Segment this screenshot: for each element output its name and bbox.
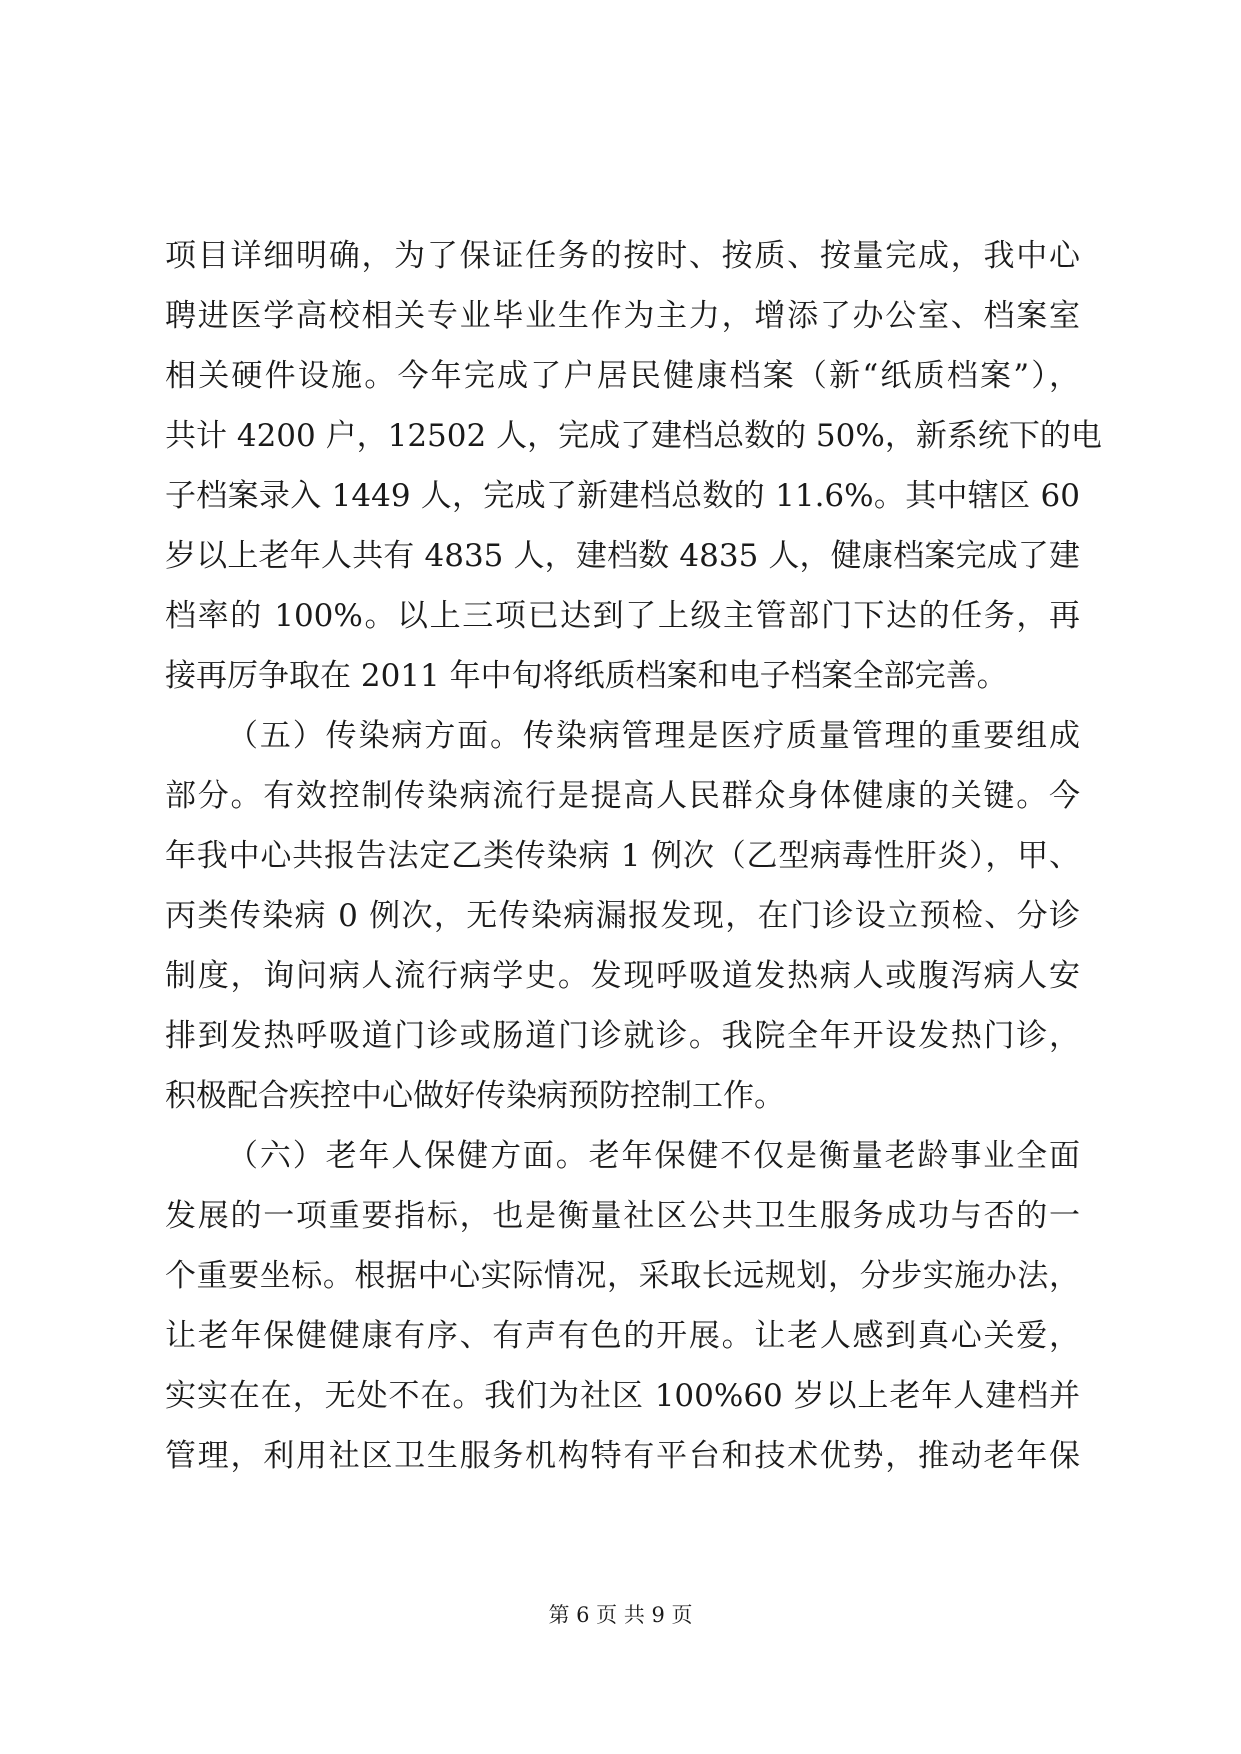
body-line: 项目详细明确，为了保证任务的按时、按质、按量完成，我中心 xyxy=(165,238,1080,274)
body-line: 共计 4200 户，12502 人，完成了建档总数的 50%，新系统下的电 xyxy=(165,418,1102,454)
body-line: 接再厉争取在 2011 年中旬将纸质档案和电子档案全部完善。 xyxy=(165,658,1008,694)
body-line: 子档案录入 1449 人，完成了新建档总数的 11.6%。其中辖区 60 xyxy=(165,478,1080,514)
body-line: 岁以上老年人共有 4835 人，建档数 4835 人，健康档案完成了建 xyxy=(165,538,1080,574)
body-line: 部分。有效控制传染病流行是提高人民群众身体健康的关键。今 xyxy=(165,778,1080,814)
body-line: 发展的一项重要指标，也是衡量社区公共卫生服务成功与否的一 xyxy=(165,1198,1080,1234)
body-line: 实实在在，无处不在。我们为社区 100%60 岁以上老年人建档并 xyxy=(165,1378,1080,1414)
body-line: 聘进医学高校相关专业毕业生作为主力，增添了办公室、档案室 xyxy=(165,298,1080,334)
paragraph-heading-line: （六）老年人保健方面。老年保健不仅是衡量老龄事业全面 xyxy=(227,1138,1080,1174)
body-line: 个重要坐标。根据中心实际情况，采取长远规划，分步实施办法， xyxy=(165,1258,1080,1294)
body-line: 年我中心共报告法定乙类传染病 1 例次（乙型病毒性肝炎），甲、 xyxy=(165,838,1080,874)
page-number-footer: 第 6 页 共 9 页 xyxy=(548,1603,693,1627)
paragraph-heading-line: （五）传染病方面。传染病管理是医疗质量管理的重要组成 xyxy=(227,718,1080,754)
body-line: 制度，询问病人流行病学史。发现呼吸道发热病人或腹泻病人安 xyxy=(165,958,1080,994)
body-line: 相关硬件设施。今年完成了户居民健康档案（新“纸质档案”）， xyxy=(165,358,1080,394)
document-body xyxy=(165,226,1102,1486)
body-line: 档率的 100%。以上三项已达到了上级主管部门下达的任务，再 xyxy=(165,598,1080,634)
body-line: 积极配合疾控中心做好传染病预防控制工作。 xyxy=(165,1078,785,1114)
body-line: 丙类传染病 0 例次，无传染病漏报发现，在门诊设立预检、分诊 xyxy=(165,898,1080,934)
body-line: 让老年保健健康有序、有声有色的开展。让老人感到真心关爱， xyxy=(165,1318,1080,1354)
body-line: 排到发热呼吸道门诊或肠道门诊就诊。我院全年开设发热门诊， xyxy=(165,1018,1080,1054)
body-line: 管理，利用社区卫生服务机构特有平台和技术优势，推动老年保 xyxy=(165,1438,1080,1474)
